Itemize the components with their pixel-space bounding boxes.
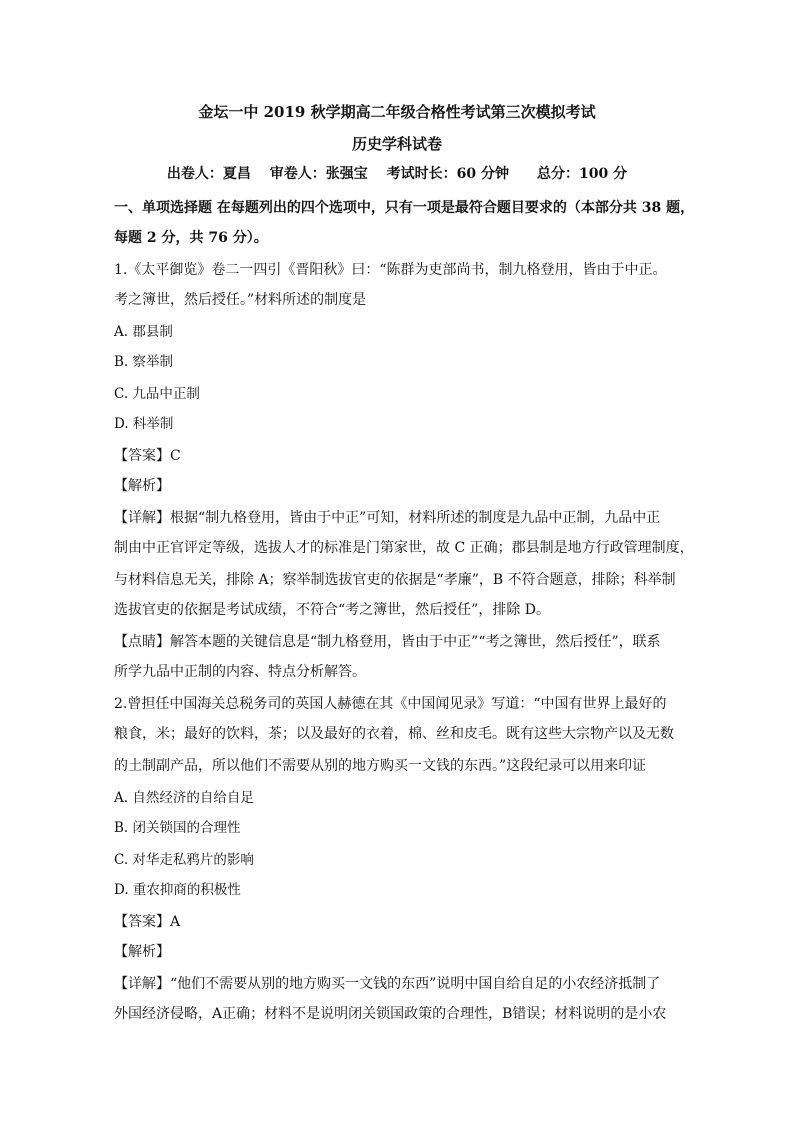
q1-stem-line-2: 考之簿世，然后授任。”材料所述的制度是 xyxy=(114,292,367,308)
q2-option-b: B. 闭关锁国的合理性 xyxy=(114,820,241,836)
q2-analysis-label: 【解析】 xyxy=(114,944,170,960)
q1-option-d: D. 科举制 xyxy=(114,416,174,432)
q2-option-a: A. 自然经济的自给自足 xyxy=(114,790,254,806)
q1-detail-line-1: 【详解】根据“制九格登用，皆由于中正”可知，材料所述的制度是九品中正制，九品中正 xyxy=(114,510,661,526)
q1-option-a: A. 郡县制 xyxy=(114,324,173,340)
section-heading-line-1: 一、单项选择题 在每题列出的四个选项中，只有一项是最符合题目要求的（本部分共 38 题， xyxy=(114,200,695,216)
exam-subject: 历史学科试卷 xyxy=(351,135,442,153)
q1-stem-line-1: 1.《太平御览》卷二一四引《晋阳秋》曰：“陈群为吏部尚书，制九格登用，皆由于中正。 xyxy=(114,262,667,278)
q1-detail-line-2: 制由中正官评定等级，选拔人才的标准是门第家世，故 C 正确；郡县制是地方行政管理制度， xyxy=(114,540,694,556)
q1-tip-line-1: 【点睛】解答本题的关键信息是“制九格登用，皆由于中正”“考之簿世，然后授任”，联系 xyxy=(114,634,661,650)
section-heading-line-2: 每题 2 分，共 76 分）。 xyxy=(114,230,268,246)
exam-info: 出卷人：夏昌 审卷人：张强宝 考试时长：60 分钟 总分：100 分 xyxy=(166,166,628,182)
q2-option-c: C. 对华走私鸦片的影响 xyxy=(114,852,254,868)
q1-option-c: C. 九品中正制 xyxy=(114,386,200,402)
q2-stem-line-2: 粮食，米；最好的饮料，茶；以及最好的衣着，棉、丝和皮毛。既有这些大宗物产以及无数 xyxy=(114,726,674,742)
q2-option-d: D. 重农抑商的积极性 xyxy=(114,882,241,898)
q1-option-b: B. 察举制 xyxy=(114,354,174,370)
q1-tip-line-2: 所学九品中正制的内容、特点分析解答。 xyxy=(114,664,366,680)
q1-detail-line-4: 选拔官吏的依据是考试成绩，不符合“考之簿世，然后授任”，排除 D。 xyxy=(114,602,550,618)
q2-detail-line-2: 外国经济侵略，A正确；材料不是说明闭关锁国政策的合理性，B错误；材料说明的是小农 xyxy=(114,1006,667,1022)
q1-detail-line-3: 与材料信息无关，排除 A；察举制选拔官吏的依据是“孝廉”，B 不符合题意，排除；科举制 xyxy=(114,572,676,588)
q1-answer: 【答案】C xyxy=(114,448,181,464)
q1-analysis-label: 【解析】 xyxy=(114,478,170,494)
q2-stem-line-1: 2.曾担任中国海关总税务司的英国人赫德在其《中国闻见录》写道：“中国有世界上最好的 xyxy=(114,696,667,712)
q2-detail-line-1: 【详解】“他们不需要从别的地方购买一文钱的东西”说明中国自给自足的小农经济抵制了 xyxy=(114,976,661,992)
q2-answer: 【答案】A xyxy=(114,914,181,930)
q2-stem-line-3: 的土制副产品，所以他们不需要从别的地方购买一文钱的东西。”这段纪录可以用来印证 xyxy=(114,758,647,774)
exam-title: 金坛一中 2019 秋学期高二年级合格性考试第三次模拟考试 xyxy=(198,103,596,121)
